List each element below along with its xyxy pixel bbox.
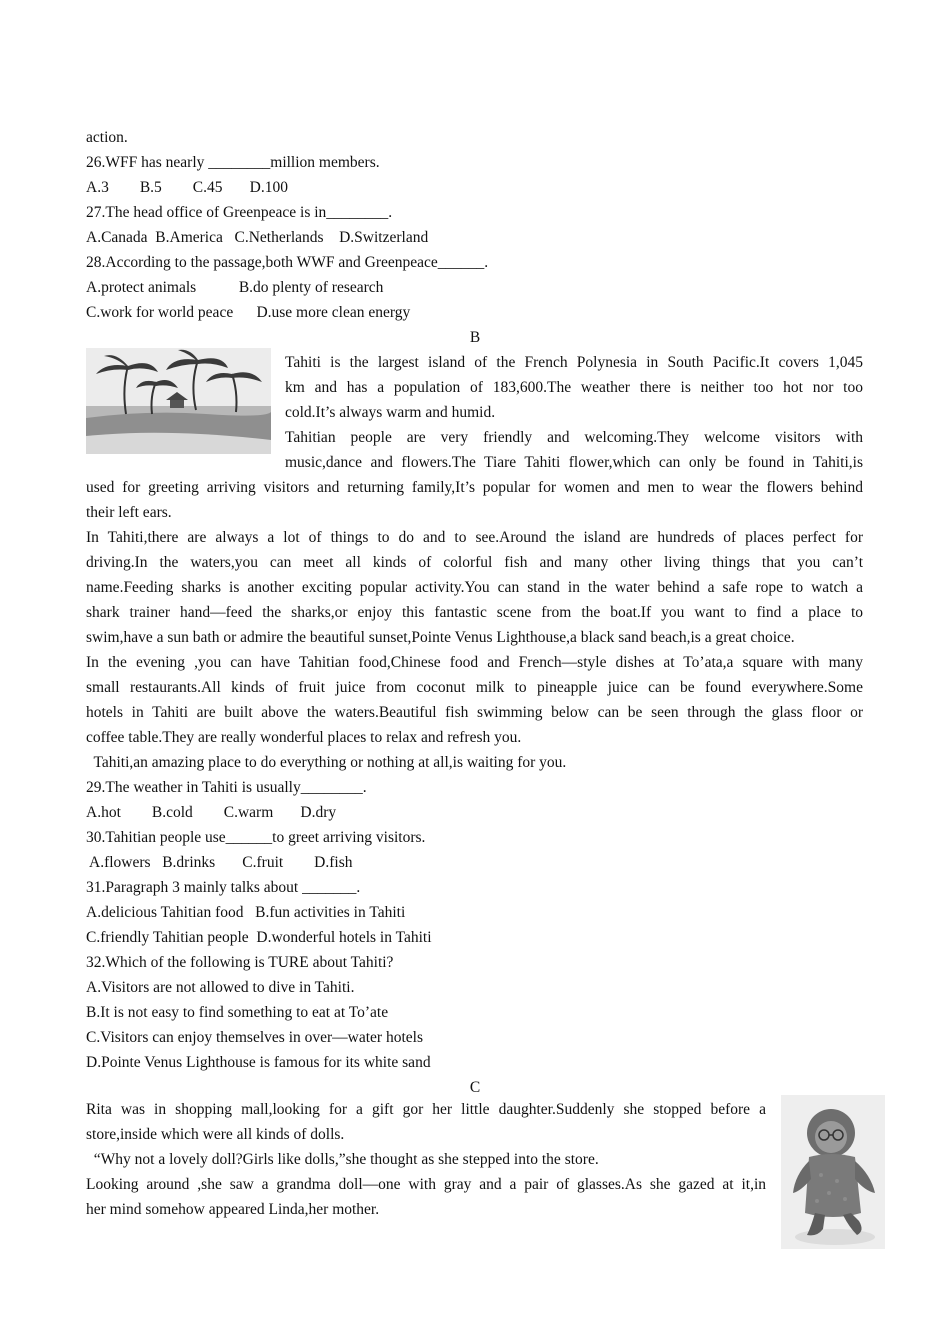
passage-b-p1-line1: Tahiti is the largest island of the French Polynesia in South Pacific.It covers 1,045 bbox=[285, 354, 863, 371]
section-b-heading: B bbox=[469, 329, 481, 346]
question-31-options-cd: C.friendly Tahitian people D.wonderful hotels in Tahiti bbox=[86, 929, 432, 946]
palm-tree-icon bbox=[86, 348, 271, 454]
question-31-stem: 31.Paragraph 3 mainly talks about _______. bbox=[86, 879, 361, 896]
passage-b-p3-line4: shark trainer hand—feed the sharks,or enjoy this fantastic scene from the boat.If you want to find a place to bbox=[86, 604, 863, 621]
passage-b-p3-line2: driving.In the waters,you can meet all kinds of colorful fish and many other living things that you can’t bbox=[86, 554, 863, 571]
question-26-stem: 26.WFF has nearly ________million members. bbox=[86, 154, 380, 171]
question-27-stem: 27.The head office of Greenpeace is in________. bbox=[86, 204, 393, 221]
passage-b-p3-line5: swim,have a sun bath or admire the beautiful sunset,Pointe Venus Lighthouse,a black sand beach,is a great choice. bbox=[86, 629, 795, 646]
passage-a-ending: action. bbox=[86, 129, 128, 146]
question-30-stem: 30.Tahitian people use______to greet arriving visitors. bbox=[86, 829, 426, 846]
passage-b-p1-line3: cold.It’s always warm and humid. bbox=[285, 404, 496, 421]
passage-b-p3-line3: name.Feeding sharks is another exciting popular activity.You can stand in the water behind a safe rope to watch a bbox=[86, 579, 863, 596]
passage-b-p4-line1: In the evening ,you can have Tahitian food,Chinese food and French—style dishes at To’ata,a square with many bbox=[86, 654, 863, 671]
passage-b-p1-line2: km and has a population of 183,600.The weather there is neither too hot nor too bbox=[285, 379, 863, 396]
passage-b-p5: Tahiti,an amazing place to do everything or nothing at all,is waiting for you. bbox=[86, 754, 567, 771]
question-29-stem: 29.The weather in Tahiti is usually________. bbox=[86, 779, 367, 796]
passage-b-p2-line1: Tahitian people are very friendly and welcoming.They welcome visitors with bbox=[285, 429, 863, 446]
question-32-option-d: D.Pointe Venus Lighthouse is famous for its white sand bbox=[86, 1054, 431, 1071]
passage-c-p2: “Why not a lovely doll?Girls like dolls,”she thought as she stepped into the store. bbox=[86, 1151, 599, 1168]
question-28-options-ab: A.protect animals B.do plenty of research bbox=[86, 279, 384, 296]
question-30-options: A.flowers B.drinks C.fruit D.fish bbox=[86, 854, 353, 871]
question-31-options-ab: A.delicious Tahitian food B.fun activities in Tahiti bbox=[86, 904, 406, 921]
passage-b-p4-line4: coffee table.They are really wonderful places to relax and refresh you. bbox=[86, 729, 522, 746]
passage-c-p1-line2: store,inside which were all kinds of dolls. bbox=[86, 1126, 345, 1143]
question-27-options: A.Canada B.America C.Netherlands D.Switzerland bbox=[86, 229, 429, 246]
question-29-options: A.hot B.cold C.warm D.dry bbox=[86, 804, 337, 821]
passage-c-p3-line2: her mind somehow appeared Linda,her mother. bbox=[86, 1201, 380, 1218]
passage-b-p2-line4: their left ears. bbox=[86, 504, 172, 521]
question-32-option-b: B.It is not easy to find something to eat at To’ate bbox=[86, 1004, 389, 1021]
question-32-option-c: C.Visitors can enjoy themselves in over—water hotels bbox=[86, 1029, 423, 1046]
passage-b-p2-line2: music,dance and flowers.The Tiare Tahiti flower,which can only be found in Tahiti,is bbox=[285, 454, 863, 471]
question-28-stem: 28.According to the passage,both WWF and Greenpeace______. bbox=[86, 254, 489, 271]
tahiti-beach-image bbox=[86, 348, 271, 454]
question-32-stem: 32.Which of the following is TURE about Tahiti? bbox=[86, 954, 394, 971]
question-26-options: A.3 B.5 C.45 D.100 bbox=[86, 179, 288, 196]
doll-icon bbox=[781, 1095, 885, 1249]
passage-c-p1-line1: Rita was in shopping mall,looking for a gift gor her little daughter.Suddenly she stopped before a bbox=[86, 1101, 766, 1118]
section-c-heading: C bbox=[469, 1079, 481, 1096]
passage-b-p3-line1: In Tahiti,there are always a lot of things to do and to see.Around the island are hundreds of places perfect for bbox=[86, 529, 863, 546]
question-32-option-a: A.Visitors are not allowed to dive in Tahiti. bbox=[86, 979, 355, 996]
passage-c-p3-line1: Looking around ,she saw a grandma doll—one with gray and a pair of glasses.As she gazed at it,in bbox=[86, 1176, 766, 1193]
passage-b-p4-line2: small restaurants.All kinds of fruit juice from coconut milk to pineapple juice can be found everywhere.Some bbox=[86, 679, 863, 696]
grandma-doll-image bbox=[781, 1095, 885, 1249]
question-28-options-cd: C.work for world peace D.use more clean energy bbox=[86, 304, 411, 321]
passage-b-p2-line3: used for greeting arriving visitors and returning family,It’s popular for women and men to wear the flowers behind bbox=[86, 479, 863, 496]
passage-b-p4-line3: hotels in Tahiti are built above the waters.Beautiful fish swimming below can be seen through the glass floor or bbox=[86, 704, 863, 721]
